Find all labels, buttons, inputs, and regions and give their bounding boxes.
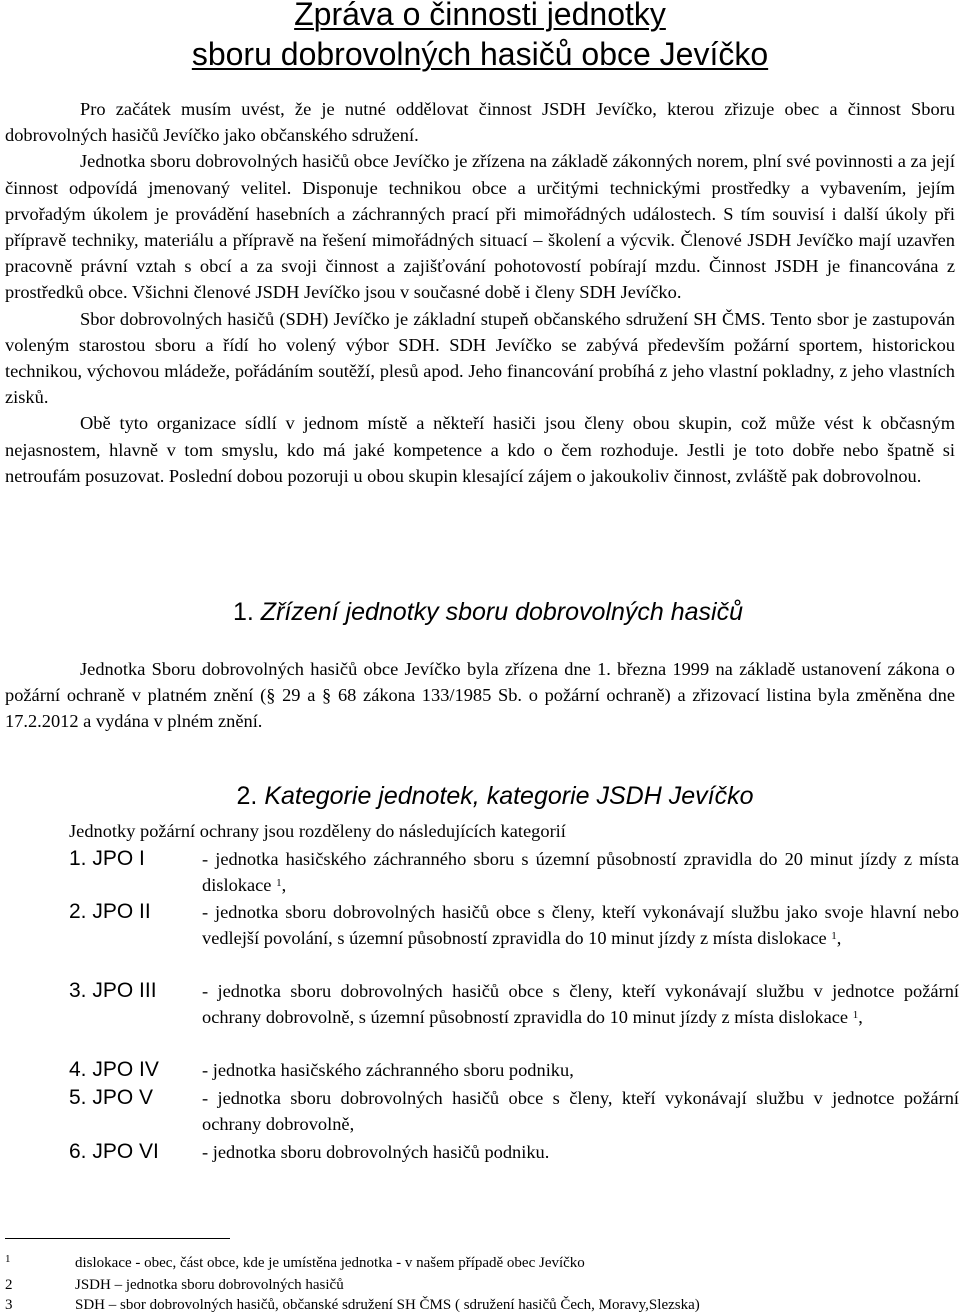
categories-intro: Jednotky požární ochrany jsou rozděleny do následujících kategorií bbox=[69, 821, 566, 841]
footnote-ref: 1 bbox=[852, 1009, 859, 1022]
section-2-title: Kategorie jednotek, kategorie JSDH Jevíčko bbox=[264, 782, 754, 810]
footnote-divider bbox=[5, 1238, 230, 1239]
category-description: - jednotka sboru dobrovolných hasičů obce s členy, kteří vykonávají službu v jednotce požární ochrany dobrovolně, s územní působností zpravidla do 10 minut jízdy z místa dislokace $^1$, bbox=[202, 981, 959, 1028]
category-description: - jednotka hasičského záchranného sboru podniku, bbox=[202, 1060, 574, 1080]
category-label: 4. JPO IV bbox=[69, 1058, 159, 1081]
category-label: 3. JPO III bbox=[69, 979, 157, 1002]
footnote-number: 1 bbox=[5, 1253, 11, 1265]
footnote-number: 3 bbox=[5, 1297, 13, 1313]
section-2-number: 2. bbox=[236, 782, 258, 810]
intro-section bbox=[5, 96, 955, 489]
document-title-line2: sboru dobrovolných hasičů obce Jevíčko bbox=[191, 36, 769, 72]
footnote-text: SDH – sbor dobrovolných hasičů, občanské sdružení SH ČMS ( sdružení hasičů Čech, Moravy,Slezska) bbox=[75, 1297, 700, 1313]
section-1-heading bbox=[8, 597, 960, 627]
section-1-body bbox=[5, 656, 955, 735]
footnote-ref: 1 bbox=[276, 877, 282, 890]
category-description: - jednotka hasičského záchranného sboru s územní působností zpravidla do 20 minut jízdy z místa dislokace $^1$, bbox=[202, 849, 959, 896]
intro-paragraph-4: Obě tyto organizace sídlí v jednom místě a někteří hasiči jsou členy obou skupin, což může vést k občasným nejasnostem, hlavně v tom smyslu, kdo má jaké kompetence a kdo o čem rozhoduje. Jestli je toto dobře nebo špatně si netroufám posuzovat. Poslední dobou pozoruji u obou skupin klesající zájem o jakoukoliv činnost, zvláště pak dobrovolnou. bbox=[5, 413, 955, 486]
section-1-text: Jednotka Sboru dobrovolných hasičů obce Jevíčko byla zřízena dne 1. března 1999 na základě ustanovení zákona o požární ochraně v platném znění (§ 29 a § 68 zákona 133/1985 Sb. o požární ochraně) a zřizovací listina byla změněna dne 17.2.2012 a vydána v plném znění. bbox=[5, 659, 955, 732]
intro-paragraph-2: Jednotka sboru dobrovolných hasičů obce Jevíčko je zřízena na základě zákonných norem, plní své povinnosti a za její činnost odpovídá jmenovaný velitel. Disponuje technikou obce a určitými technickými prostředky a vybavením, jejím prvořadým úkolem je provádění hasebních a záchranných prací při mimořádných událostech. S tím souvisí i další úkoly při přípravě techniky, materiálu a přípravě na řešení mimořádných situací – školení a výcvik. Členové JSDH Jevíčko mají uzavřen pracovně právní vztah s obcí a za svoji činnost a zajišťování pohotovostí pobírají mzdu. Činnost JSDH je financována z prostředků obce. Všichni členové JSDH Jevíčko jsou v současné době i členy SDH Jevíčko. bbox=[5, 151, 955, 303]
section-2-heading bbox=[15, 781, 960, 811]
footnote-ref: 1 bbox=[831, 930, 837, 943]
footnote-text: dislokace - obec, část obce, kde je umístěna jednotka - v našem případě obec Jevíčko bbox=[75, 1255, 585, 1271]
intro-paragraph-3: Sbor dobrovolných hasičů (SDH) Jevíčko je základní stupeň občanského sdružení SH ČMS. Tento sbor je zastupován voleným starostou sboru a řídí ho volený výbor SDH. SDH Jevíčko se zabývá především požární sportem, historickou technikou, výchovou mládeže, pořádáním soutěží, plesů apod. Jeho financování probíhá z jeho vlastní pokladny, z jeho vlastních zisků. bbox=[5, 308, 955, 408]
section-1-number: 1. bbox=[232, 598, 254, 626]
intro-paragraph-1: Pro začátek musím uvést, že je nutné oddělovat činnost JSDH Jevíčko, kterou zřizuje obec a činnost Sboru dobrovolných hasičů Jevíčko jako občanského sdružení. bbox=[5, 99, 955, 146]
document-title-line1: Zpráva o činnosti jednotky bbox=[294, 0, 666, 32]
category-label: 5. JPO V bbox=[69, 1086, 154, 1109]
category-description: - jednotka sboru dobrovolných hasičů obce s členy, kteří vykonávají službu v jednotce požární ochrany dobrovolně, bbox=[202, 1088, 959, 1135]
category-label: 2. JPO II bbox=[69, 900, 151, 923]
section-1-title: Zřízení jednotky sboru dobrovolných hasičů bbox=[260, 598, 743, 626]
category-label: 6. JPO VI bbox=[69, 1140, 159, 1163]
footnote-number: 2 bbox=[5, 1277, 13, 1293]
footnote-text: JSDH – jednotka sboru dobrovolných hasičů bbox=[75, 1277, 344, 1293]
category-description: - jednotka sboru dobrovolných hasičů obce s členy, kteří vykonávají službu jako svoje hlavní nebo vedlejší povolání, s územní působností zpravidla do 10 minut jízdy z místa dislokace $^1$, bbox=[202, 902, 959, 949]
category-description: - jednotka sboru dobrovolných hasičů podniku. bbox=[202, 1142, 550, 1162]
category-label: 1. JPO I bbox=[69, 847, 145, 870]
